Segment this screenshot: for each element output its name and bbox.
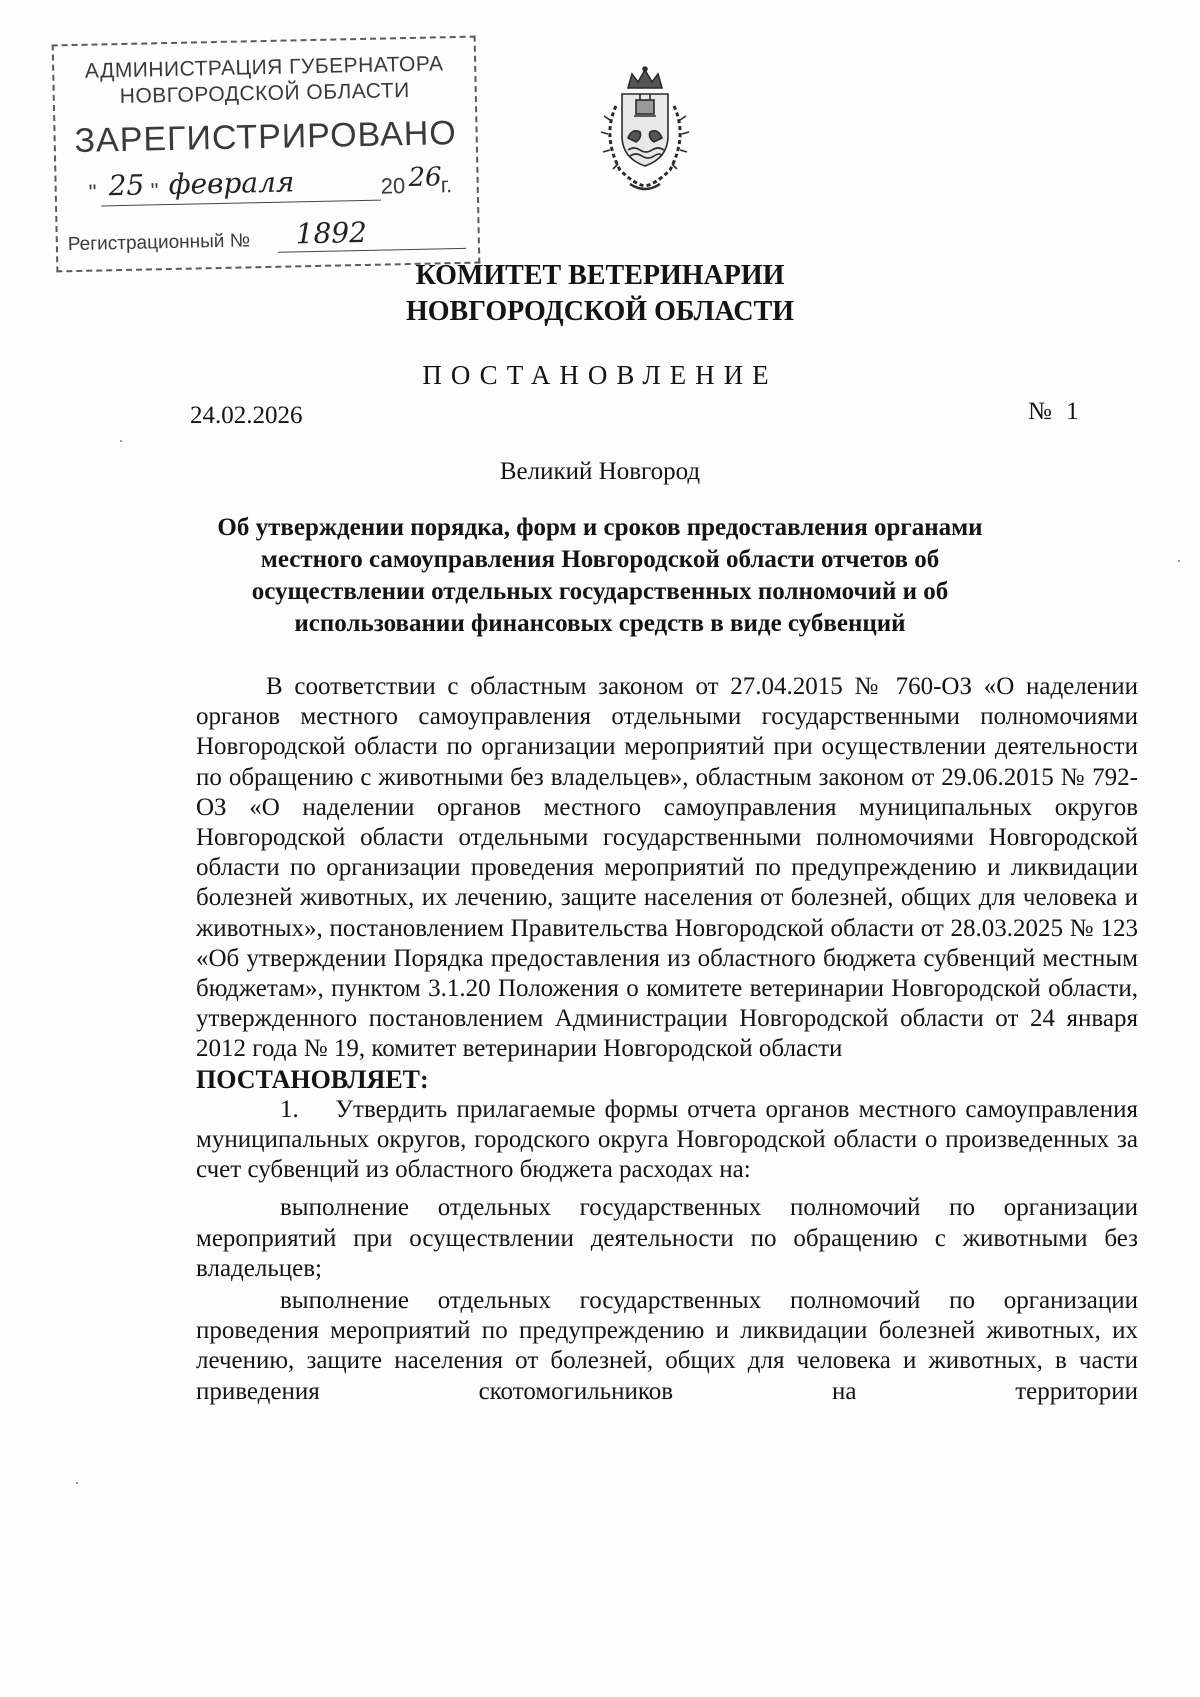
scan-speck <box>120 440 122 442</box>
coat-of-arms-icon <box>590 66 700 196</box>
organization-name <box>0 258 1200 330</box>
document-date: 24.02.2026 <box>190 402 303 429</box>
title-line-3: осуществлении отдельных государственных полномочий и об <box>251 578 949 605</box>
decree-heading: ПОСТАНОВЛЯЕТ: <box>196 1064 429 1094</box>
title-line-2: местного самоуправления Новгородской области отчетов об <box>260 546 940 573</box>
stamp-year-prefix: 20 <box>380 173 406 199</box>
document-number: № 1 <box>1028 398 1079 425</box>
stamp-year-handwritten: 26 <box>408 162 442 194</box>
organization-line-1: КОМИТЕТ ВЕТЕРИНАРИИ <box>415 260 785 291</box>
preamble-paragraph: В соответствии с областным законом от 27.04.2015 № 760-ОЗ «О наделении органов местного самоуправления отдельными государственными полномочиями Новгородской области по организации мероприятий при осуществлении деятельности по обращению с животными без владельцев», областным законом от 29.06.2015 № 792-ОЗ «О наделении органов местного самоуправления муниципальных округов Новгородской области отдельными государственными полномочиями Новгородской области по организации проведения мероприятий по предупреждению и ликвидации болезней животных, их лечению, защите населения от болезней, общих для человека и животных», постановлением Правительства Новгородской области от 28.03.2025 № 123 «Об утверждении Порядка предоставления из областного бюджета субвенций местным бюджетам», пунктом 3.1.20 Положения о комитете ветеринарии Новгородской области, утвержденного постановлением Администрации Новгородской области от 24 января 2012 года № 19, комитет ветеринарии Новгородской области <box>196 673 1138 1063</box>
stamp-year-suffix: г. <box>440 172 453 198</box>
scan-speck <box>76 1482 78 1484</box>
stamp-date <box>78 162 459 214</box>
stamp-number-label: Регистрационный № <box>67 230 251 256</box>
document-body <box>196 672 1138 1407</box>
stamp-month: февраля <box>168 165 295 202</box>
stamp-quote-close: " <box>150 178 159 204</box>
stamp-quote-open: " <box>88 179 97 205</box>
stamp-line-1: АДМИНИСТРАЦИЯ ГУБЕРНАТОРА <box>84 52 444 83</box>
sub-item-paragraph-1: выполнение отдельных государственных полномочий по организации мероприятий при осуществлении деятельности по обращению с животными без владельцев; <box>196 1194 1138 1282</box>
stamp-line-2: НОВГОРОДСКОЙ ОБЛАСТИ <box>119 78 410 109</box>
stamp-number-value: 1892 <box>295 215 368 251</box>
organization-line-2: НОВГОРОДСКОЙ ОБЛАСТИ <box>405 296 795 327</box>
item-1-paragraph: 1. Утвердить прилагаемые формы отчета органов местного самоуправления муниципальных округов, городского округа Новгородской области о произведенных за счет субвенций из областного бюджета расходах на: <box>196 1095 1138 1184</box>
registration-stamp <box>52 36 481 273</box>
scan-speck <box>1178 560 1180 562</box>
stamp-day: 25 <box>108 168 145 203</box>
stamp-status: ЗАРЕГИСТРИРОВАНО <box>74 114 458 161</box>
title-line-1: Об утверждении порядка, форм и сроков предоставления органами <box>217 514 983 541</box>
document-title <box>0 512 1200 640</box>
document-type: ПОСТАНОВЛЕНИЕ <box>422 360 778 390</box>
title-line-4: использовании финансовых средств в виде субвенций <box>294 610 906 637</box>
stamp-number-row <box>67 215 468 262</box>
sub-item-paragraph-2: выполнение отдельных государственных полномочий по организации проведения мероприятий по предупреждению и ликвидации болезней животных, их лечению, защите населения от болезней, общих для человека и животных, в части приведения скотомогильников на территории <box>196 1287 1138 1405</box>
document-city: Великий Новгород <box>499 458 701 485</box>
